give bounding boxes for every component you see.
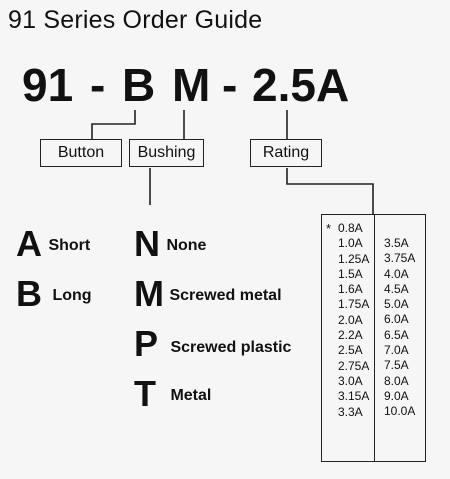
option-label: Screwed metal [169, 287, 282, 304]
page-title: 91 Series Order Guide [8, 6, 263, 34]
rating-value: 2.5A [338, 343, 363, 358]
rating-value: 9.0A [384, 388, 409, 403]
option-label: Metal [170, 387, 212, 404]
rating-value: 7.0A [384, 343, 409, 358]
rating-value: 3.0A [338, 373, 363, 388]
rating-value: 6.0A [384, 312, 409, 327]
code-rating: 2.5A [252, 59, 350, 111]
rating-value: 10.0A [384, 404, 416, 419]
bushing-option-n [134, 223, 207, 264]
rating-value: 2.75A [338, 358, 370, 373]
rating-value: 2.2A [338, 328, 363, 343]
option-letter: P [134, 323, 159, 364]
option-label: Screwed plastic [170, 339, 292, 356]
rating-table-divider [374, 215, 375, 461]
rating-value: 2.0A [338, 312, 363, 327]
rating-value: 1.5A [338, 266, 363, 281]
rating-value: 4.0A [384, 266, 409, 281]
code-dash-1: - [90, 59, 106, 111]
recommended-marker: * [326, 221, 332, 236]
button-option-a [16, 223, 91, 264]
rating-column-right [384, 236, 415, 420]
bushing-box: Bushing [129, 139, 204, 167]
rating-value: 3.75A [384, 251, 416, 266]
rating-value: 3.15A [338, 389, 370, 404]
rating-value: 8.0A [384, 373, 409, 388]
button-connector [92, 110, 135, 139]
rating-value: 3.5A [384, 236, 409, 250]
rating-value: 1.0A [338, 236, 363, 251]
bushing-option-p [134, 323, 292, 364]
rating-value: 0.8A [338, 221, 363, 235]
rating-value: 5.0A [384, 297, 409, 312]
code-button: B [122, 59, 156, 111]
option-letter: M [134, 273, 164, 314]
rating-value: 1.25A [338, 251, 370, 266]
rating-connector-down [287, 168, 373, 214]
code-series: 91 [22, 59, 74, 111]
rating-value: 3.3A [338, 404, 363, 419]
option-label: Short [48, 237, 91, 254]
rating-value: 1.75A [338, 297, 370, 312]
rating-value: 4.5A [384, 281, 409, 296]
code-bushing: M [172, 59, 211, 111]
rating-box: Rating [250, 139, 322, 167]
rating-value: 1.6A [338, 282, 363, 297]
rating-column-left [338, 221, 369, 420]
option-label: Long [52, 287, 92, 304]
bushing-option-t [134, 373, 212, 414]
code-dash-2: - [222, 59, 238, 111]
option-letter: A [16, 223, 42, 264]
rating-table [321, 214, 426, 462]
option-letter: T [134, 373, 156, 414]
option-label: None [166, 237, 207, 254]
bushing-option-m [134, 273, 282, 314]
button-option-b [16, 273, 92, 314]
button-box: Button [40, 139, 122, 167]
option-letter: B [16, 273, 42, 314]
rating-value: 7.5A [384, 358, 409, 373]
rating-value: 6.5A [384, 327, 409, 342]
option-letter: N [134, 223, 160, 264]
